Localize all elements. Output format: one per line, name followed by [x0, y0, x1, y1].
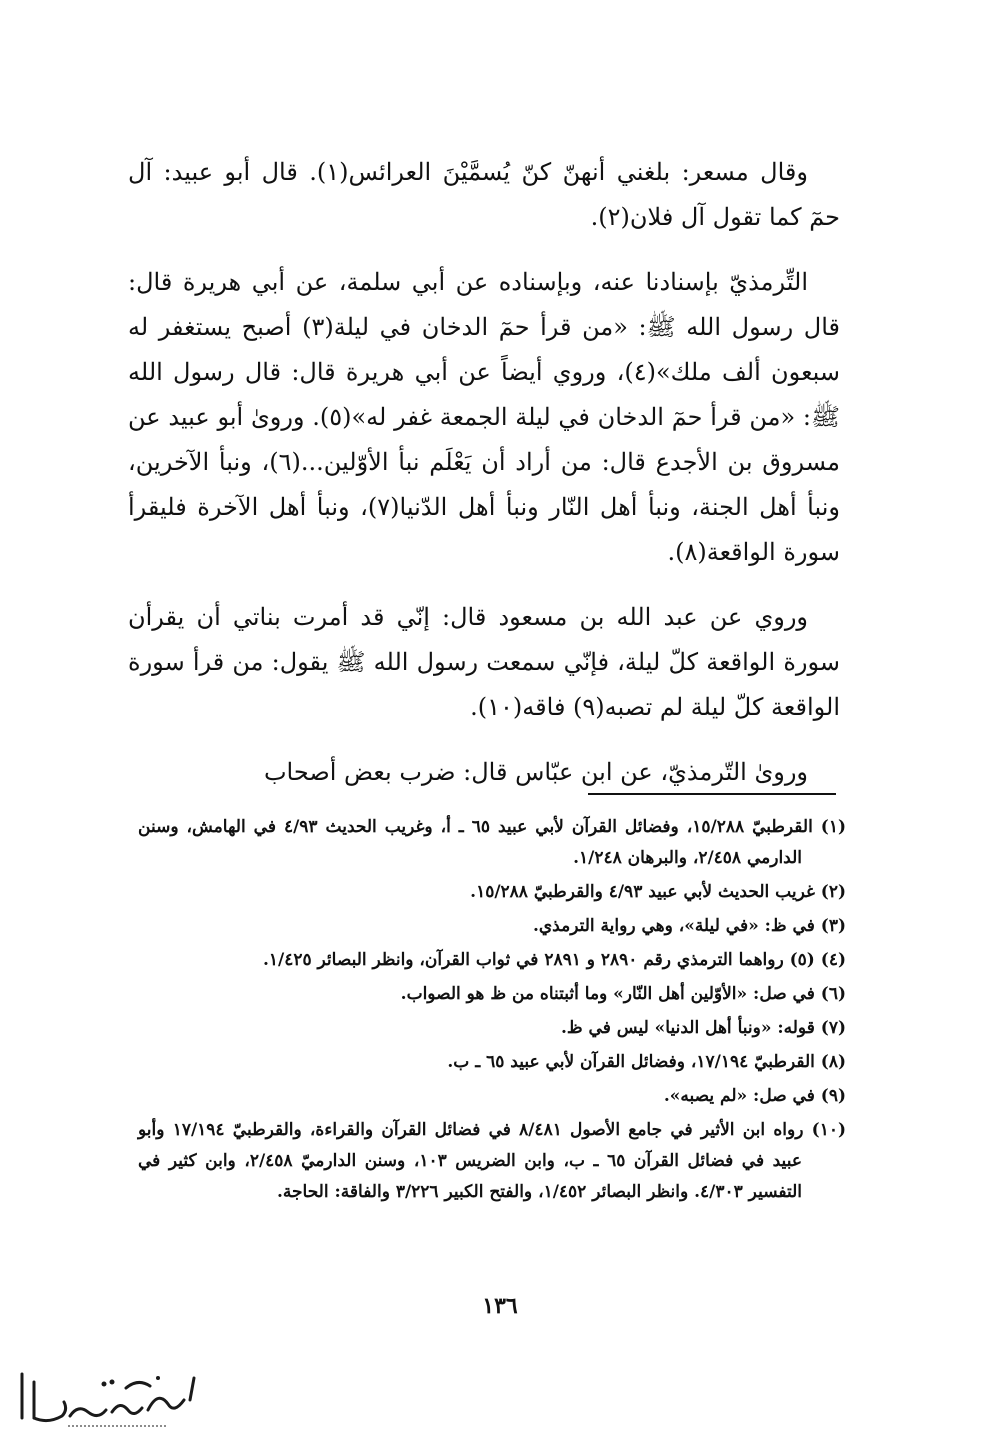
footnote-6: (٦) في صل: «الأوّلين أهل النّار» وما أثبتناه من ظ هو الصواب. [400, 984, 846, 1004]
library-seal-calligraphy-icon [8, 1360, 208, 1430]
footnotes [138, 812, 846, 1211]
main-text [128, 150, 840, 795]
footnote-1: (١) القرطبيّ ١٥/٢٨٨، وفضائل القرآن لأبي عبيد ٦٥ ـ أ، وغريب الحديث ٤/٩٣ في الهامش، وسنن الدارمي ٢/٤٥٨، والبرهان ١/٢٤٨. [138, 817, 846, 868]
paragraph-4: وروىٰ التّرمذيّ، عن ابن عبّاس قال: ضرب بعض أصحاب [263, 758, 808, 786]
paragraph-1: وقال مسعر: بلغني أنهنّ كنّ يُسمَّيْنَ العرائس(١). قال أبو عبيد: آل حمٓ كما تقول آل فلان(٢). [128, 158, 840, 231]
footnote-3: (٣) في ظ: «في ليلة»، وهي رواية الترمذي. [532, 916, 846, 936]
paragraph-2: التِّرمذيّ بإسنادنا عنه، وبإسناده عن أبي سلمة، عن أبي هريرة قال: قال رسول الله ﷺ: «من قرأ حمٓ الدخان في ليلة(٣) أصبح يستغفر له سبعون ألف ملك»(٤)، وروي أيضاً عن أبي هريرة قال: قال رسول الله ﷺ: «من قرأ حمٓ الدخان في ليلة الجمعة غفر له»(٥). وروىٰ أبو عبيد عن مسروق بن الأجدع قال: من أراد أن يَعْلَم نبأ الأوّلين...(٦)، ونبأ الآخرين، ونبأ أهل الجنة، ونبأ أهل النّار ونبأ أهل الدّنيا(٧)، ونبأ أهل الآخرة فليقرأ سورة الواقعة(٨). [128, 268, 841, 566]
footnote-9: (٩) في صل: «لم يصبه». [663, 1086, 846, 1106]
footnote-separator [588, 793, 836, 795]
page-number: ١٣٦ [482, 1293, 518, 1319]
footnote-8: (٨) القرطبيّ ١٧/١٩٤، وفضائل القرآن لأبي عبيد ٦٥ ـ ب. [447, 1052, 846, 1072]
footnote-4-5: (٤) (٥) رواهما الترمذي رقم ٢٨٩٠ و ٢٨٩١ في ثواب القرآن، وانظر البصائر ١/٤٢٥. [262, 950, 846, 970]
footnote-7: (٧) قوله: «ونبأ أهل الدنيا» ليس في ظ. [561, 1018, 846, 1038]
footnote-2: (٢) غريب الحديث لأبي عبيد ٤/٩٣ والقرطبيّ ١٥/٢٨٨. [470, 882, 846, 902]
paragraph-3: وروي عن عبد الله بن مسعود قال: إنّي قد أمرت بناتي أن يقرأن سورة الواقعة كلّ ليلة، فإنّي سمعت رسول الله ﷺ يقول: من قرأ سورة الواقعة كلّ ليلة لم تصبه(٩) فاقه(١٠). [128, 603, 840, 721]
footnote-10: (١٠) رواه ابن الأثير في جامع الأصول ٨/٤٨١ في فضائل القرآن والقراءة، والقرطبيّ ١٧/١٩٤ وأبو عبيد في فضائل القرآن ٦٥ ـ ب، وابن الضريس ١٠٣، وسنن الدارميّ ٢/٤٥٨، وابن كثير في التفسير ٤/٣٠٣. وانظر البصائر ١/٤٥٢، والفتح الكبير ٣/٢٢٦ والفاقة: الحاجة. [138, 1120, 846, 1202]
